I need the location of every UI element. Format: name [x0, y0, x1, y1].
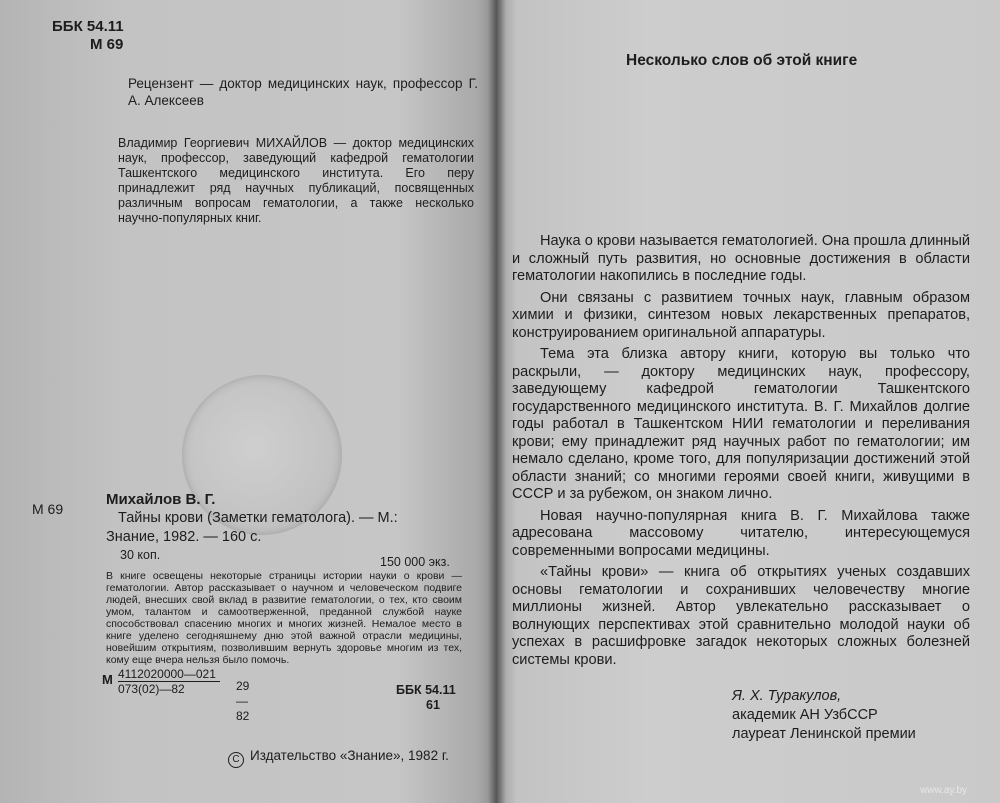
author-bio: Владимир Георгиевич МИХАЙЛОВ — доктор медицинских наук, профессор, заведующий кафедрой гематологии Ташкентского медицинского института. Его перу принадлежит ряд научных публикаций, посвященных различным вопросам гематологии, а также несколько научно-популярных книг. [118, 136, 474, 225]
publication-index [118, 667, 250, 723]
book-annotation: В книге освещены некоторые страницы истории науки о крови — гематологии. Автор рассказывает о научном и человеческом подвиге людей, внесших свой вклад в развитие гематологии, о тех, кто своим умом, талантом и самоотверженной, преданной службой науке способствовал спасению многих и многих жизней. Немалое место в книге уделено сегодняшнему дню этой важной отрасли медицины, новейшим открытиям, позволившим вернуть здоровье многим из тех, кому еще вчера нельзя было помочь. [106, 570, 462, 666]
foreword-paragraph: Тема эта близка автору книги, которую вы только что раскрыли, — доктору медицинских наук, профессору, заведующему кафедрой гематологии Ташкентского государственного медицинского института. В. Г. Михайлов долгие годы работал в Ташкентском НИИ гематологии и переливания крови; ему принадлежит ряд научных работ по гематологии; им немало сделано, кроме того, для популяризации достижений этой области знаний; со многими героями своей книги, живущими в СССР и за рубежом, он знаком лично. [512, 346, 970, 502]
signature-name: Я. Х. Туракулов, [732, 688, 842, 704]
citation-author: Михайлов В. Г. [106, 491, 216, 508]
foreword-paragraph: Новая научно-популярная книга В. Г. Михайлова также адресована массовому читателю, интересующемуся современными вопросами медицины. [512, 507, 970, 559]
foreword-title: Несколько слов об этой книге [626, 52, 858, 69]
catalog-code-left: М 69 [32, 501, 64, 517]
code-top: М 69 [90, 36, 124, 53]
left-page [0, 0, 497, 803]
bbk-top: ББК 54.11 [52, 18, 124, 35]
signature-title-academic: академик АН УзбССР [732, 707, 878, 723]
index-number-1: 4112020000—021 [118, 667, 220, 682]
site-watermark: www.ay.by [920, 785, 968, 796]
citation-publisher: Знание, 1982. — 160 с. [106, 529, 262, 545]
foreword-paragraph: Наука о крови называется гематологией. Она прошла длинный и сложный путь развития, но основные достижения в области гематологии накопились в последние годы. [512, 233, 970, 284]
index-number-2: 073(02)—82 [118, 682, 185, 696]
foreword-paragraph: Они связаны с развитием точных наук, главным образом химии и физики, синтезом новых лекарственных препаратов, конструированием оригинальной аппаратуры. [512, 289, 970, 341]
index-number-3: 29—82 [236, 679, 250, 723]
foreword-body [512, 233, 970, 673]
copyright-text: Издательство «Знание», 1982 г. [250, 748, 449, 763]
bbk-top-block [52, 18, 124, 54]
bbk-bottom-number: 61 [426, 698, 440, 712]
print-run: 150 000 экз. [380, 555, 450, 569]
copyright-line [228, 748, 449, 768]
reviewer-note: Рецензент — доктор медицинских наук, профессор Г. А. Алексеев [128, 76, 478, 108]
citation-title: Тайны крови (Заметки гематолога). — М.: [118, 510, 398, 526]
index-letter: М [102, 672, 113, 687]
price: 30 коп. [120, 548, 161, 562]
bibliographic-citation [106, 490, 476, 547]
signature-title-laureate: лауреат Ленинской премии [732, 726, 916, 742]
book-gutter [488, 0, 506, 803]
bbk-bottom-block [396, 683, 456, 713]
bbk-bottom: ББК 54.11 [396, 683, 456, 697]
foreword-paragraph: «Тайны крови» — книга об открытиях ученых создавших основы гематологии и сохранивших человечеству многие миллионы жизней. Автор увлекательно рассказывает о волнующих перспективах этой сравнительно молодой науки об успехах в расшифровке загадок некоторых сложных болезней системы крови. [512, 564, 970, 668]
copyright-icon: C [228, 752, 244, 768]
